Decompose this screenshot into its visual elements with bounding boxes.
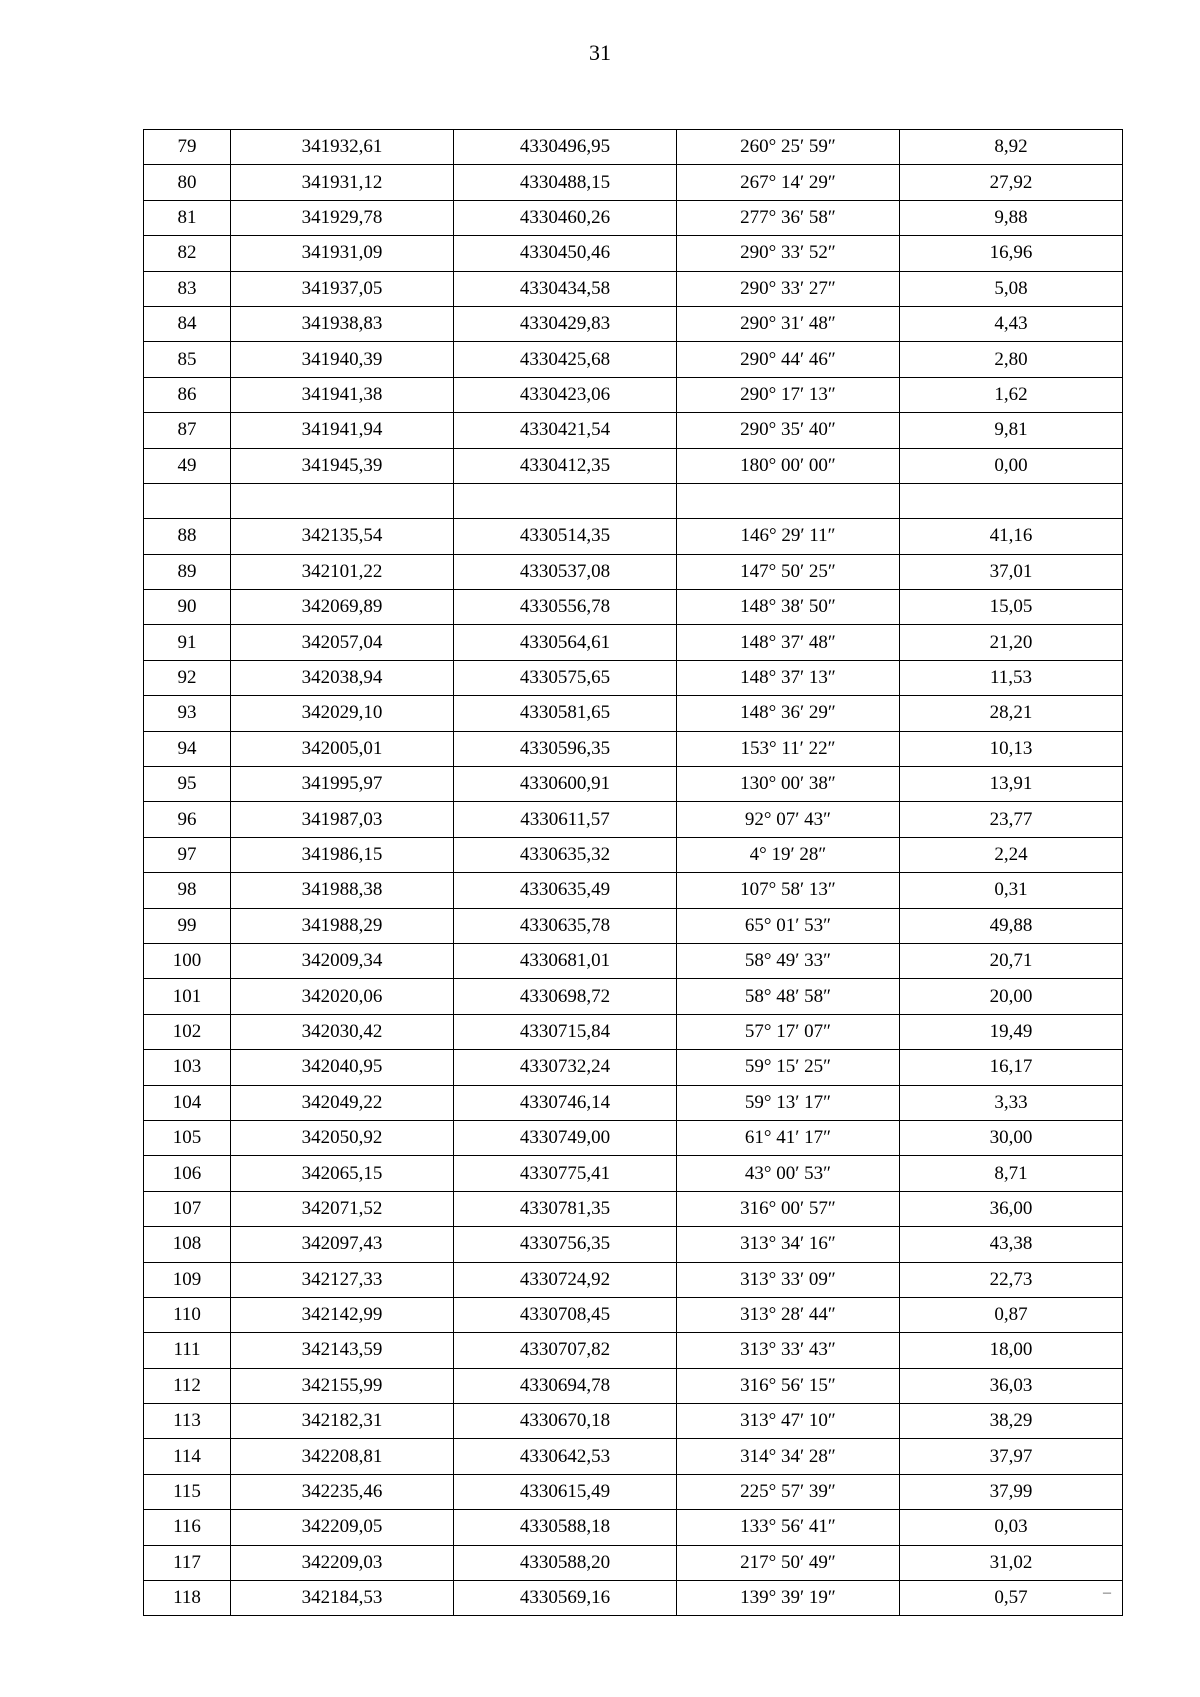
bearing-cell: 133° 56′ 41″ bbox=[677, 1510, 900, 1545]
point-number-cell: 112 bbox=[144, 1368, 231, 1403]
y-coordinate-cell: 4330635,78 bbox=[454, 908, 677, 943]
x-coordinate-cell: 341932,61 bbox=[231, 130, 454, 165]
distance-cell: 9,81 bbox=[900, 413, 1123, 448]
x-coordinate-cell: 341937,05 bbox=[231, 271, 454, 306]
distance-cell: 2,24 bbox=[900, 837, 1123, 872]
point-number-cell: 83 bbox=[144, 271, 231, 306]
bearing-cell: 107° 58′ 13″ bbox=[677, 873, 900, 908]
y-coordinate-cell: 4330715,84 bbox=[454, 1014, 677, 1049]
bearing-cell: 316° 00′ 57″ bbox=[677, 1191, 900, 1226]
table-row bbox=[144, 554, 1123, 589]
x-coordinate-cell: 342208,81 bbox=[231, 1439, 454, 1474]
bearing-cell: 290° 33′ 52″ bbox=[677, 236, 900, 271]
table-row bbox=[144, 271, 1123, 306]
x-coordinate-cell: 341941,38 bbox=[231, 377, 454, 412]
distance-cell: 0,00 bbox=[900, 448, 1123, 483]
bearing-cell: 313° 28′ 44″ bbox=[677, 1297, 900, 1332]
table-row bbox=[144, 413, 1123, 448]
x-coordinate-cell: 342142,99 bbox=[231, 1297, 454, 1332]
distance-cell: 37,01 bbox=[900, 554, 1123, 589]
distance-cell: 18,00 bbox=[900, 1333, 1123, 1368]
bearing-cell: 217° 50′ 49″ bbox=[677, 1545, 900, 1580]
table-row bbox=[144, 1050, 1123, 1085]
distance-cell: 9,88 bbox=[900, 200, 1123, 235]
distance-cell: 2,80 bbox=[900, 342, 1123, 377]
x-coordinate-cell: 341986,15 bbox=[231, 837, 454, 872]
y-coordinate-cell: 4330581,65 bbox=[454, 696, 677, 731]
bearing-cell: 290° 17′ 13″ bbox=[677, 377, 900, 412]
x-coordinate-cell: 342209,03 bbox=[231, 1545, 454, 1580]
y-coordinate-cell: 4330600,91 bbox=[454, 767, 677, 802]
x-coordinate-cell: 341941,94 bbox=[231, 413, 454, 448]
table-row bbox=[144, 1545, 1123, 1580]
table-row bbox=[144, 200, 1123, 235]
bearing-cell: 147° 50′ 25″ bbox=[677, 554, 900, 589]
x-coordinate-cell: 342155,99 bbox=[231, 1368, 454, 1403]
x-coordinate-cell: 341938,83 bbox=[231, 306, 454, 341]
point-number-cell: 91 bbox=[144, 625, 231, 660]
distance-cell: 36,03 bbox=[900, 1368, 1123, 1403]
table-row bbox=[144, 1120, 1123, 1155]
table-row bbox=[144, 1156, 1123, 1191]
table-row bbox=[144, 590, 1123, 625]
x-coordinate-cell: 342020,06 bbox=[231, 979, 454, 1014]
x-coordinate-cell: 341945,39 bbox=[231, 448, 454, 483]
bearing-cell: 146° 29′ 11″ bbox=[677, 519, 900, 554]
table-row bbox=[144, 625, 1123, 660]
x-coordinate-cell: 342182,31 bbox=[231, 1404, 454, 1439]
distance-cell: 38,29 bbox=[900, 1404, 1123, 1439]
distance-cell: 31,02 bbox=[900, 1545, 1123, 1580]
y-coordinate-cell: 4330596,35 bbox=[454, 731, 677, 766]
table-row bbox=[144, 660, 1123, 695]
y-coordinate-cell: 4330588,20 bbox=[454, 1545, 677, 1580]
bearing-cell: 92° 07′ 43″ bbox=[677, 802, 900, 837]
distance-cell: 41,16 bbox=[900, 519, 1123, 554]
point-number-cell: 89 bbox=[144, 554, 231, 589]
table-row bbox=[144, 767, 1123, 802]
y-coordinate-cell: 4330569,16 bbox=[454, 1581, 677, 1616]
bearing-cell: 130° 00′ 38″ bbox=[677, 767, 900, 802]
x-coordinate-cell: 341988,29 bbox=[231, 908, 454, 943]
x-coordinate-cell bbox=[231, 483, 454, 518]
distance-cell: 3,33 bbox=[900, 1085, 1123, 1120]
y-coordinate-cell: 4330698,72 bbox=[454, 979, 677, 1014]
distance-cell: 13,91 bbox=[900, 767, 1123, 802]
distance-cell: 21,20 bbox=[900, 625, 1123, 660]
point-number-cell: 90 bbox=[144, 590, 231, 625]
distance-cell: 1,62 bbox=[900, 377, 1123, 412]
distance-cell: 15,05 bbox=[900, 590, 1123, 625]
x-coordinate-cell: 341995,97 bbox=[231, 767, 454, 802]
x-coordinate-cell: 342065,15 bbox=[231, 1156, 454, 1191]
table-row bbox=[144, 943, 1123, 978]
point-number-cell: 115 bbox=[144, 1474, 231, 1509]
point-number-cell: 85 bbox=[144, 342, 231, 377]
table-row bbox=[144, 1404, 1123, 1439]
point-number-cell: 88 bbox=[144, 519, 231, 554]
x-coordinate-cell: 342097,43 bbox=[231, 1227, 454, 1262]
point-number-cell: 87 bbox=[144, 413, 231, 448]
y-coordinate-cell: 4330681,01 bbox=[454, 943, 677, 978]
table-row bbox=[144, 306, 1123, 341]
table-row bbox=[144, 837, 1123, 872]
table-row bbox=[144, 1581, 1123, 1616]
point-number-cell: 96 bbox=[144, 802, 231, 837]
point-number-cell: 113 bbox=[144, 1404, 231, 1439]
point-number-cell: 106 bbox=[144, 1156, 231, 1191]
x-coordinate-cell: 342069,89 bbox=[231, 590, 454, 625]
table-row bbox=[144, 731, 1123, 766]
y-coordinate-cell: 4330781,35 bbox=[454, 1191, 677, 1226]
coordinates-table-body bbox=[144, 130, 1123, 1616]
bearing-cell: 314° 34′ 28″ bbox=[677, 1439, 900, 1474]
distance-cell: 23,77 bbox=[900, 802, 1123, 837]
x-coordinate-cell: 342209,05 bbox=[231, 1510, 454, 1545]
table-row bbox=[144, 1085, 1123, 1120]
point-number-cell: 103 bbox=[144, 1050, 231, 1085]
y-coordinate-cell: 4330564,61 bbox=[454, 625, 677, 660]
point-number-cell: 108 bbox=[144, 1227, 231, 1262]
point-number-cell: 107 bbox=[144, 1191, 231, 1226]
distance-cell: 22,73 bbox=[900, 1262, 1123, 1297]
distance-cell: 11,53 bbox=[900, 660, 1123, 695]
y-coordinate-cell: 4330756,35 bbox=[454, 1227, 677, 1262]
x-coordinate-cell: 342050,92 bbox=[231, 1120, 454, 1155]
distance-cell: 8,92 bbox=[900, 130, 1123, 165]
distance-cell: 16,96 bbox=[900, 236, 1123, 271]
point-number-cell: 118 bbox=[144, 1581, 231, 1616]
table-row bbox=[144, 1014, 1123, 1049]
table-row bbox=[144, 130, 1123, 165]
bearing-cell: 260° 25′ 59″ bbox=[677, 130, 900, 165]
y-coordinate-cell bbox=[454, 483, 677, 518]
point-number-cell: 49 bbox=[144, 448, 231, 483]
x-coordinate-cell: 342038,94 bbox=[231, 660, 454, 695]
bearing-cell bbox=[677, 483, 900, 518]
point-number-cell: 95 bbox=[144, 767, 231, 802]
point-number-cell: 110 bbox=[144, 1297, 231, 1332]
bearing-cell: 139° 39′ 19″ bbox=[677, 1581, 900, 1616]
distance-cell bbox=[900, 483, 1123, 518]
bearing-cell: 225° 57′ 39″ bbox=[677, 1474, 900, 1509]
bearing-cell: 57° 17′ 07″ bbox=[677, 1014, 900, 1049]
y-coordinate-cell: 4330496,95 bbox=[454, 130, 677, 165]
y-coordinate-cell: 4330425,68 bbox=[454, 342, 677, 377]
y-coordinate-cell: 4330749,00 bbox=[454, 1120, 677, 1155]
point-number-cell: 111 bbox=[144, 1333, 231, 1368]
point-number-cell bbox=[144, 483, 231, 518]
point-number-cell: 92 bbox=[144, 660, 231, 695]
distance-cell: 0,03 bbox=[900, 1510, 1123, 1545]
x-coordinate-cell: 342030,42 bbox=[231, 1014, 454, 1049]
distance-cell: 30,00 bbox=[900, 1120, 1123, 1155]
y-coordinate-cell: 4330707,82 bbox=[454, 1333, 677, 1368]
bearing-cell: 180° 00′ 00″ bbox=[677, 448, 900, 483]
x-coordinate-cell: 342235,46 bbox=[231, 1474, 454, 1509]
x-coordinate-cell: 342005,01 bbox=[231, 731, 454, 766]
point-number-cell: 116 bbox=[144, 1510, 231, 1545]
y-coordinate-cell: 4330514,35 bbox=[454, 519, 677, 554]
x-coordinate-cell: 342135,54 bbox=[231, 519, 454, 554]
y-coordinate-cell: 4330670,18 bbox=[454, 1404, 677, 1439]
table-row bbox=[144, 236, 1123, 271]
table-row bbox=[144, 1191, 1123, 1226]
table-row bbox=[144, 873, 1123, 908]
point-number-cell: 81 bbox=[144, 200, 231, 235]
x-coordinate-cell: 342029,10 bbox=[231, 696, 454, 731]
bearing-cell: 58° 48′ 58″ bbox=[677, 979, 900, 1014]
x-coordinate-cell: 342009,34 bbox=[231, 943, 454, 978]
x-coordinate-cell: 342071,52 bbox=[231, 1191, 454, 1226]
y-coordinate-cell: 4330588,18 bbox=[454, 1510, 677, 1545]
bearing-cell: 313° 47′ 10″ bbox=[677, 1404, 900, 1439]
distance-cell: 19,49 bbox=[900, 1014, 1123, 1049]
y-coordinate-cell: 4330537,08 bbox=[454, 554, 677, 589]
y-coordinate-cell: 4330575,65 bbox=[454, 660, 677, 695]
bearing-cell: 290° 35′ 40″ bbox=[677, 413, 900, 448]
y-coordinate-cell: 4330611,57 bbox=[454, 802, 677, 837]
coordinates-table bbox=[143, 129, 1123, 1616]
y-coordinate-cell: 4330423,06 bbox=[454, 377, 677, 412]
table-row bbox=[144, 165, 1123, 200]
table-row bbox=[144, 1262, 1123, 1297]
point-number-cell: 101 bbox=[144, 979, 231, 1014]
point-number-cell: 93 bbox=[144, 696, 231, 731]
distance-cell: 36,00 bbox=[900, 1191, 1123, 1226]
bearing-cell: 59° 13′ 17″ bbox=[677, 1085, 900, 1120]
x-coordinate-cell: 341987,03 bbox=[231, 802, 454, 837]
point-number-cell: 82 bbox=[144, 236, 231, 271]
distance-cell: 37,97 bbox=[900, 1439, 1123, 1474]
y-coordinate-cell: 4330615,49 bbox=[454, 1474, 677, 1509]
x-coordinate-cell: 341931,12 bbox=[231, 165, 454, 200]
table-row bbox=[144, 1439, 1123, 1474]
bearing-cell: 313° 33′ 09″ bbox=[677, 1262, 900, 1297]
point-number-cell: 100 bbox=[144, 943, 231, 978]
y-coordinate-cell: 4330732,24 bbox=[454, 1050, 677, 1085]
distance-cell: 8,71 bbox=[900, 1156, 1123, 1191]
y-coordinate-cell: 4330635,32 bbox=[454, 837, 677, 872]
bearing-cell: 153° 11′ 22″ bbox=[677, 731, 900, 766]
table-row bbox=[144, 342, 1123, 377]
table-row bbox=[144, 377, 1123, 412]
distance-cell: 0,31 bbox=[900, 873, 1123, 908]
y-coordinate-cell: 4330450,46 bbox=[454, 236, 677, 271]
distance-cell: 10,13 bbox=[900, 731, 1123, 766]
table-row bbox=[144, 1510, 1123, 1545]
y-coordinate-cell: 4330421,54 bbox=[454, 413, 677, 448]
distance-cell: 0,87 bbox=[900, 1297, 1123, 1332]
y-coordinate-cell: 4330635,49 bbox=[454, 873, 677, 908]
point-number-cell: 94 bbox=[144, 731, 231, 766]
point-number-cell: 114 bbox=[144, 1439, 231, 1474]
x-coordinate-cell: 342049,22 bbox=[231, 1085, 454, 1120]
x-coordinate-cell: 342143,59 bbox=[231, 1333, 454, 1368]
bearing-cell: 148° 37′ 13″ bbox=[677, 660, 900, 695]
distance-cell: 27,92 bbox=[900, 165, 1123, 200]
bearing-cell: 43° 00′ 53″ bbox=[677, 1156, 900, 1191]
bearing-cell: 290° 33′ 27″ bbox=[677, 271, 900, 306]
y-coordinate-cell: 4330412,35 bbox=[454, 448, 677, 483]
bearing-cell: 290° 44′ 46″ bbox=[677, 342, 900, 377]
x-coordinate-cell: 341931,09 bbox=[231, 236, 454, 271]
distance-cell: 4,43 bbox=[900, 306, 1123, 341]
x-coordinate-cell: 342040,95 bbox=[231, 1050, 454, 1085]
bearing-cell: 148° 36′ 29″ bbox=[677, 696, 900, 731]
bearing-cell: 148° 37′ 48″ bbox=[677, 625, 900, 660]
bearing-cell: 316° 56′ 15″ bbox=[677, 1368, 900, 1403]
y-coordinate-cell: 4330556,78 bbox=[454, 590, 677, 625]
y-coordinate-cell: 4330708,45 bbox=[454, 1297, 677, 1332]
bearing-cell: 148° 38′ 50″ bbox=[677, 590, 900, 625]
table-row bbox=[144, 448, 1123, 483]
table-row bbox=[144, 1474, 1123, 1509]
point-number-cell: 102 bbox=[144, 1014, 231, 1049]
y-coordinate-cell: 4330460,26 bbox=[454, 200, 677, 235]
distance-cell: 20,71 bbox=[900, 943, 1123, 978]
trailing-mark: – bbox=[1103, 1584, 1111, 1601]
table-row bbox=[144, 696, 1123, 731]
y-coordinate-cell: 4330694,78 bbox=[454, 1368, 677, 1403]
point-number-cell: 104 bbox=[144, 1085, 231, 1120]
point-number-cell: 117 bbox=[144, 1545, 231, 1580]
point-number-cell: 105 bbox=[144, 1120, 231, 1155]
table-row bbox=[144, 1333, 1123, 1368]
point-number-cell: 79 bbox=[144, 130, 231, 165]
table-row bbox=[144, 1297, 1123, 1332]
point-number-cell: 109 bbox=[144, 1262, 231, 1297]
y-coordinate-cell: 4330775,41 bbox=[454, 1156, 677, 1191]
table-row bbox=[144, 979, 1123, 1014]
x-coordinate-cell: 341929,78 bbox=[231, 200, 454, 235]
x-coordinate-cell: 342127,33 bbox=[231, 1262, 454, 1297]
table-row bbox=[144, 802, 1123, 837]
bearing-cell: 58° 49′ 33″ bbox=[677, 943, 900, 978]
point-number-cell: 80 bbox=[144, 165, 231, 200]
bearing-cell: 290° 31′ 48″ bbox=[677, 306, 900, 341]
distance-cell: 5,08 bbox=[900, 271, 1123, 306]
distance-cell: 28,21 bbox=[900, 696, 1123, 731]
point-number-cell: 98 bbox=[144, 873, 231, 908]
table-row bbox=[144, 908, 1123, 943]
table-row-empty bbox=[144, 483, 1123, 518]
bearing-cell: 267° 14′ 29″ bbox=[677, 165, 900, 200]
distance-cell: 37,99 bbox=[900, 1474, 1123, 1509]
table-row bbox=[144, 1227, 1123, 1262]
bearing-cell: 313° 33′ 43″ bbox=[677, 1333, 900, 1368]
page-number: 31 bbox=[589, 40, 611, 65]
y-coordinate-cell: 4330746,14 bbox=[454, 1085, 677, 1120]
table-row bbox=[144, 1368, 1123, 1403]
y-coordinate-cell: 4330724,92 bbox=[454, 1262, 677, 1297]
x-coordinate-cell: 341940,39 bbox=[231, 342, 454, 377]
distance-cell: 20,00 bbox=[900, 979, 1123, 1014]
y-coordinate-cell: 4330488,15 bbox=[454, 165, 677, 200]
bearing-cell: 313° 34′ 16″ bbox=[677, 1227, 900, 1262]
x-coordinate-cell: 342101,22 bbox=[231, 554, 454, 589]
x-coordinate-cell: 342057,04 bbox=[231, 625, 454, 660]
bearing-cell: 277° 36′ 58″ bbox=[677, 200, 900, 235]
distance-cell: 49,88 bbox=[900, 908, 1123, 943]
bearing-cell: 65° 01′ 53″ bbox=[677, 908, 900, 943]
bearing-cell: 61° 41′ 17″ bbox=[677, 1120, 900, 1155]
bearing-cell: 4° 19′ 28″ bbox=[677, 837, 900, 872]
x-coordinate-cell: 341988,38 bbox=[231, 873, 454, 908]
point-number-cell: 84 bbox=[144, 306, 231, 341]
distance-cell: 16,17 bbox=[900, 1050, 1123, 1085]
point-number-cell: 99 bbox=[144, 908, 231, 943]
x-coordinate-cell: 342184,53 bbox=[231, 1581, 454, 1616]
y-coordinate-cell: 4330429,83 bbox=[454, 306, 677, 341]
distance-cell: 43,38 bbox=[900, 1227, 1123, 1262]
y-coordinate-cell: 4330642,53 bbox=[454, 1439, 677, 1474]
point-number-cell: 97 bbox=[144, 837, 231, 872]
y-coordinate-cell: 4330434,58 bbox=[454, 271, 677, 306]
point-number-cell: 86 bbox=[144, 377, 231, 412]
bearing-cell: 59° 15′ 25″ bbox=[677, 1050, 900, 1085]
table-row bbox=[144, 519, 1123, 554]
distance-cell: 0,57 bbox=[900, 1581, 1123, 1616]
